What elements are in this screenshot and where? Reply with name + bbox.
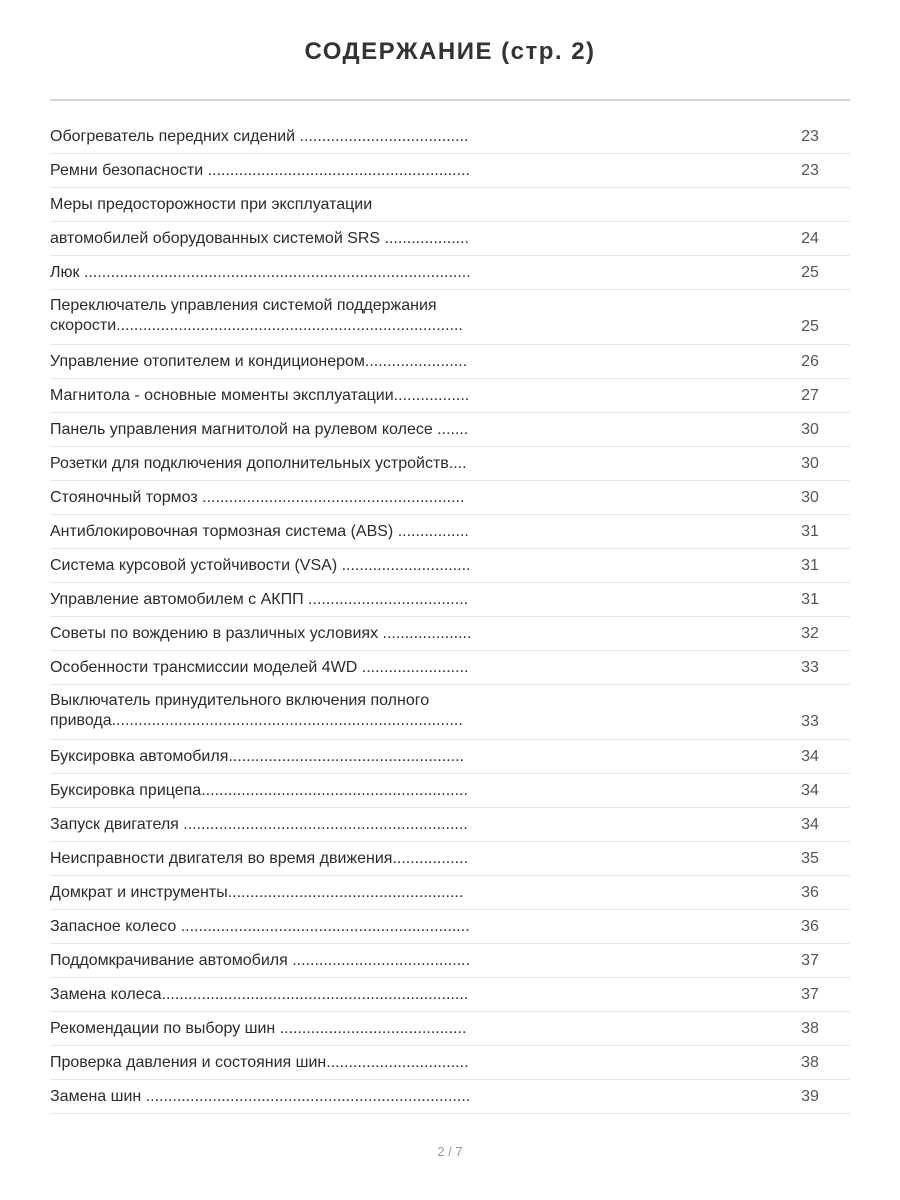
- toc-entry[interactable]: [50, 345, 850, 379]
- toc-entry-page: 39: [801, 1088, 819, 1105]
- toc-entry-title: Меры предосторожности при эксплуатации: [50, 196, 373, 213]
- toc-entry[interactable]: [50, 808, 850, 842]
- page-title: СОДЕРЖАНИЕ (стр. 2): [304, 38, 596, 65]
- toc-entry-title: Замена колеса.....................................................................: [50, 986, 469, 1003]
- document-page: [50, 0, 850, 1200]
- toc-entry-title: Розетки для подключения дополнительных устройств....: [50, 455, 467, 472]
- toc-entry-page: 34: [801, 782, 819, 799]
- toc-entry[interactable]: [50, 978, 850, 1012]
- toc-entry-title: Проверка давления и состояния шин................................: [50, 1054, 469, 1071]
- toc-entry-title: Управление автомобилем с АКПП ....................................: [50, 591, 469, 608]
- toc-entry[interactable]: [50, 774, 850, 808]
- toc-entry-page: 38: [801, 1054, 819, 1071]
- toc-entry-page: 25: [801, 264, 819, 281]
- toc-entry-title: Система курсовой устойчивости (VSA) .............................: [50, 557, 471, 574]
- toc-entry[interactable]: [50, 549, 850, 583]
- toc-entry-page: 24: [801, 230, 819, 247]
- toc-entry-page: 35: [801, 850, 819, 867]
- toc-entry-page: 31: [801, 523, 819, 540]
- toc-entry-page: 32: [801, 625, 819, 642]
- toc-entry[interactable]: [50, 876, 850, 910]
- toc-entry-title: Домкрат и инструменты.....................................................: [50, 884, 464, 901]
- table-of-contents: [50, 120, 850, 1114]
- toc-entry-title: Выключатель принудительного включения полного привода...............................................................................: [50, 692, 463, 729]
- toc-entry[interactable]: [50, 944, 850, 978]
- toc-entry[interactable]: [50, 256, 850, 290]
- toc-entry-title: Переключатель управления системой поддержания скорости..............................................................................: [50, 297, 463, 334]
- toc-entry-page: 34: [801, 748, 819, 765]
- toc-entry-title: Управление отопителем и кондиционером.......................: [50, 353, 468, 370]
- toc-entry-title: Антиблокировочная тормозная система (ABS) ................: [50, 523, 469, 540]
- toc-entry-title: Замена шин .........................................................................: [50, 1088, 471, 1105]
- toc-entry[interactable]: [50, 740, 850, 774]
- toc-entry-page: 33: [801, 713, 819, 730]
- toc-entry-page: 38: [801, 1020, 819, 1037]
- toc-entry-title: Поддомкрачивание автомобиля ........................................: [50, 952, 471, 969]
- toc-entry[interactable]: [50, 379, 850, 413]
- toc-entry-title: Запасное колесо .................................................................: [50, 918, 470, 935]
- toc-entry[interactable]: [50, 222, 850, 256]
- toc-entry-page: 30: [801, 421, 819, 438]
- toc-entry-page: 34: [801, 816, 819, 833]
- toc-entry-title: Советы по вождению в различных условиях ....................: [50, 625, 472, 642]
- toc-entry-page: 23: [801, 128, 819, 145]
- toc-entry[interactable]: [50, 413, 850, 447]
- toc-entry-page: 27: [801, 387, 819, 404]
- toc-entry-title: Панель управления магнитолой на рулевом колесе .......: [50, 421, 469, 438]
- toc-entry-page: 25: [801, 318, 819, 335]
- toc-entry[interactable]: [50, 188, 850, 222]
- toc-entry-page: 26: [801, 353, 819, 370]
- toc-entry[interactable]: [50, 685, 850, 740]
- toc-entry[interactable]: [50, 1012, 850, 1046]
- toc-entry[interactable]: [50, 120, 850, 154]
- toc-entry[interactable]: [50, 290, 850, 345]
- toc-entry-title: Особенности трансмиссии моделей 4WD ........................: [50, 659, 469, 676]
- toc-entry[interactable]: [50, 842, 850, 876]
- toc-entry-title: Запуск двигателя ................................................................: [50, 816, 468, 833]
- toc-entry-page: 30: [801, 489, 819, 506]
- toc-entry-title: Обогреватель передних сидений ......................................: [50, 128, 469, 145]
- toc-entry-page: 33: [801, 659, 819, 676]
- toc-entry-title: Магнитола - основные моменты эксплуатации.................: [50, 387, 470, 404]
- toc-entry-page: 36: [801, 884, 819, 901]
- toc-entry-title: автомобилей оборудованных системой SRS ...................: [50, 230, 469, 247]
- toc-entry-title: Стояночный тормоз ...........................................................: [50, 489, 465, 506]
- toc-entry-page: 23: [801, 162, 819, 179]
- toc-entry-title: Люк .......................................................................................: [50, 264, 471, 281]
- page-counter: 2 / 7: [437, 1144, 463, 1159]
- toc-entry-title: Рекомендации по выбору шин ..........................................: [50, 1020, 467, 1037]
- toc-entry-title: Неисправности двигателя во время движения.................: [50, 850, 469, 867]
- toc-entry[interactable]: [50, 481, 850, 515]
- toc-entry[interactable]: [50, 583, 850, 617]
- toc-entry-page: 37: [801, 952, 819, 969]
- toc-entry[interactable]: [50, 1080, 850, 1114]
- toc-entry[interactable]: [50, 515, 850, 549]
- toc-entry[interactable]: [50, 617, 850, 651]
- toc-entry-page: 37: [801, 986, 819, 1003]
- toc-entry-title: Буксировка автомобиля.....................................................: [50, 748, 464, 765]
- toc-entry[interactable]: [50, 651, 850, 685]
- toc-entry-page: 31: [801, 591, 819, 608]
- toc-entry-page: 30: [801, 455, 819, 472]
- toc-entry[interactable]: [50, 1046, 850, 1080]
- toc-entry-page: 36: [801, 918, 819, 935]
- toc-entry[interactable]: [50, 447, 850, 481]
- toc-entry-title: Буксировка прицепа............................................................: [50, 782, 468, 799]
- toc-entry-title: Ремни безопасности ...........................................................: [50, 162, 470, 179]
- toc-entry-page: 31: [801, 557, 819, 574]
- toc-entry[interactable]: [50, 154, 850, 188]
- toc-entry[interactable]: [50, 910, 850, 944]
- title-divider: [50, 99, 850, 101]
